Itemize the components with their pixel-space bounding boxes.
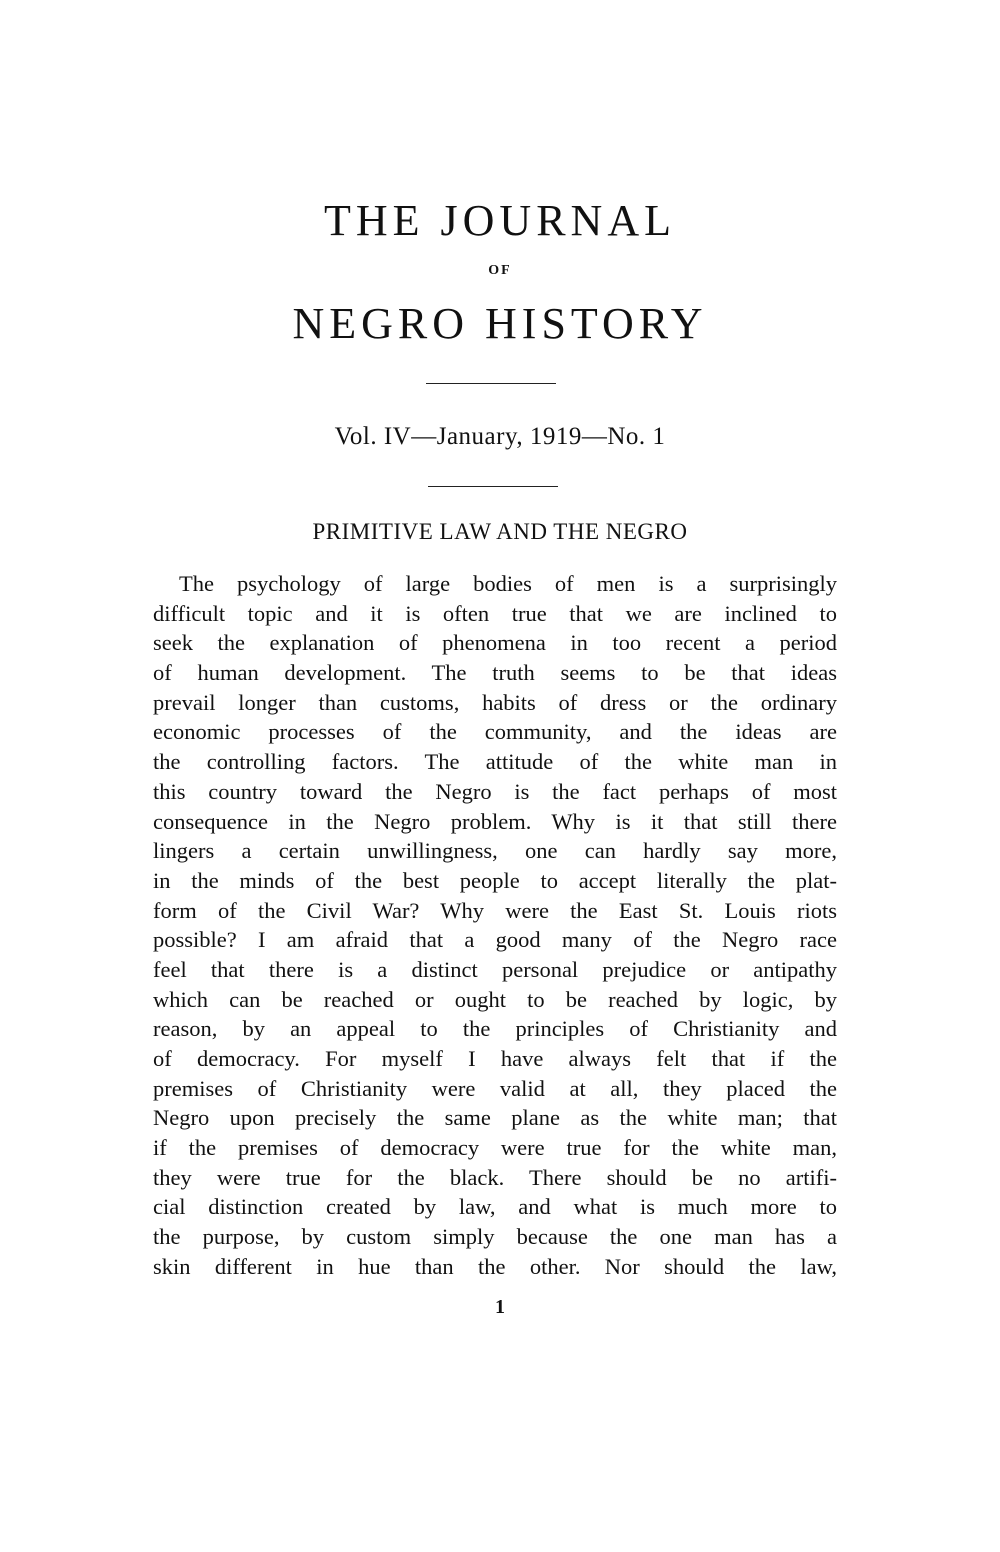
body-line: economic processes of the community, and the ideas are <box>153 719 837 745</box>
body-line: cial distinction created by law, and what is much more to <box>153 1194 837 1220</box>
issue-info: Vol. IV—January, 1919—No. 1 <box>334 423 666 450</box>
body-line: Negro upon precisely the same plane as the white man; that <box>153 1105 837 1131</box>
body-line: skin different in hue than the other. Nor should the law, <box>153 1253 837 1279</box>
body-line: this country toward the Negro is the fact perhaps of most <box>153 778 837 804</box>
body-line: seek the explanation of phenomena in too recent a period <box>153 630 837 656</box>
body-line: the controlling factors. The attitude of the white man in <box>153 749 837 775</box>
body-line: consequence in the Negro problem. Why is it that still there <box>153 808 837 834</box>
body-line: prevail longer than customs, habits of dress or the ordinary <box>153 689 837 715</box>
body-line: feel that there is a distinct personal prejudice or antipathy <box>153 956 837 982</box>
body-line: in the minds of the best people to accept literally the plat- <box>153 867 837 893</box>
body-line: the purpose, by custom simply because the one man has a <box>153 1224 837 1250</box>
journal-subtitle: NEGRO HISTORY <box>292 299 708 348</box>
article-body <box>153 569 837 1282</box>
page-number: 1 <box>495 1296 505 1318</box>
body-line: lingers a certain unwillingness, one can hardly say more, <box>153 838 837 864</box>
body-line: possible? I am afraid that a good many of the Negro race <box>153 927 837 953</box>
body-line: of human development. The truth seems to be that ideas <box>153 660 837 686</box>
body-line: premises of Christianity were valid at all, they placed the <box>153 1075 837 1101</box>
body-line: The psychology of large bodies of men is a surprisingly <box>179 571 837 596</box>
bottom-divider <box>428 486 558 487</box>
journal-title-of: OF <box>488 263 512 278</box>
body-line: difficult topic and it is often true that we are inclined to <box>153 600 837 626</box>
article-title: PRIMITIVE LAW AND THE NEGRO <box>312 519 688 544</box>
body-line: reason, by an appeal to the principles of Christianity and <box>153 1016 837 1042</box>
body-line: they were true for the black. There should be no artifi- <box>153 1164 837 1190</box>
top-divider <box>426 383 556 384</box>
body-line: which can be reached or ought to be reached by logic, by <box>153 986 837 1012</box>
body-line: if the premises of democracy were true for the white man, <box>153 1135 837 1161</box>
body-line: form of the Civil War? Why were the East St. Louis riots <box>153 897 837 923</box>
journal-title: THE JOURNAL <box>324 196 676 245</box>
body-line: of democracy. For myself I have always felt that if the <box>153 1046 837 1071</box>
